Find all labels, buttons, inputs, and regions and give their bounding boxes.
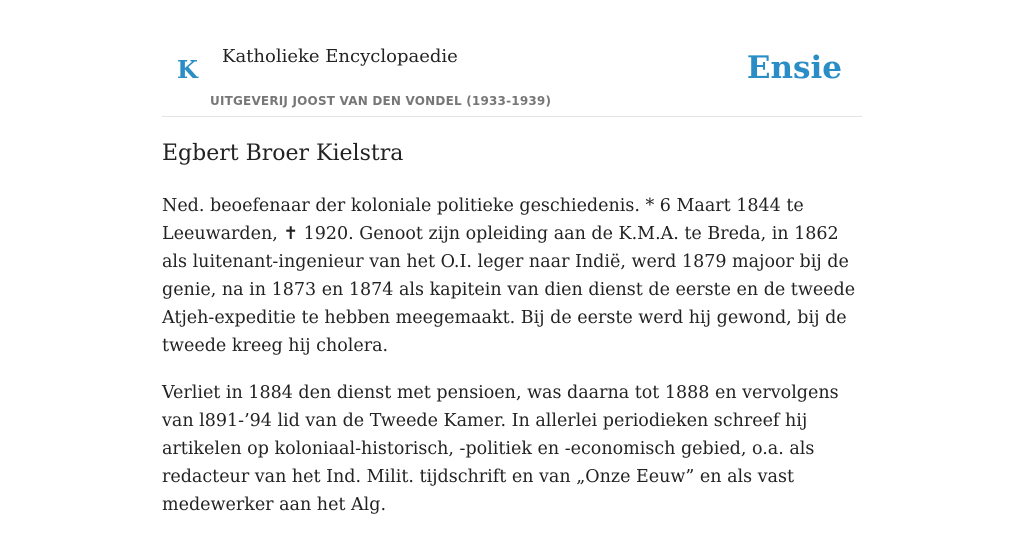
encyclopedia-logo-icon[interactable]: K [177, 55, 198, 84]
article-paragraph: Verliet in 1884 den dienst met pensioen, was daarna tot 1888 en vervolgens van l891-’94 lid van de Tweede Kamer. In allerlei periodieken schreef hij artikelen op koloniaal-historisch, -politiek en -economisch gebied, o.a. als redacteur van het Ind. Milit. tijdschrift en van „Onze Eeuw” en als vast medewerker aan het Alg. [162, 383, 839, 515]
article-paragraph: Ned. beoefenaar der koloniale politieke geschiedenis. * 6 Maart 1844 te Leeuwarden, ✝ 1920. Genoot zijn opleiding aan de K.M.A. te Breda, in 1862 als luitenant-ingenieur van het O.I. leger naar Indië, werd 1879 majoor bij de genie, na in 1873 en 1874 als kapitein van dien dienst de eerste en de tweede Atjeh-expeditie te hebben meegemaakt. Bij de eerste werd hij gewond, bij de tweede kreeg hij cholera. [162, 196, 856, 356]
site-header [162, 0, 862, 117]
article-body [162, 192, 862, 538]
article-title: Egbert Broer Kielstra [162, 141, 404, 166]
page-container [162, 0, 862, 515]
ensie-brand-link[interactable]: Ensie [746, 50, 842, 86]
publisher-subtitle: UITGEVERIJ JOOST VAN DEN VONDEL (1933-1939) [210, 94, 552, 108]
site-title[interactable]: Katholieke Encyclopaedie [222, 46, 458, 67]
